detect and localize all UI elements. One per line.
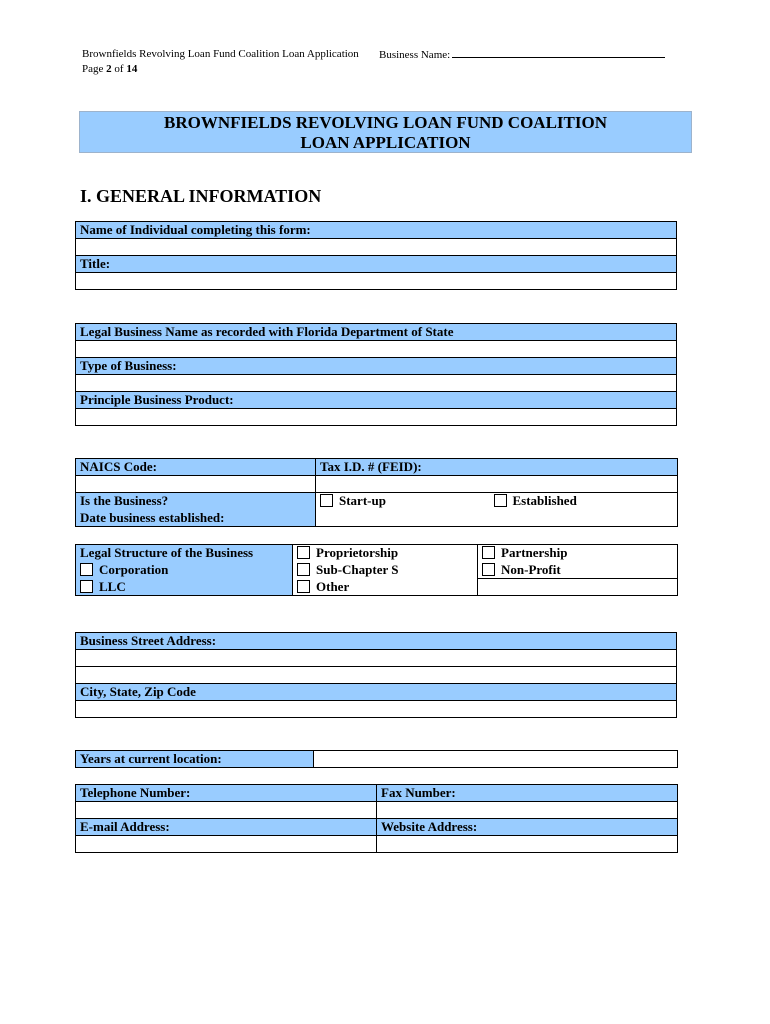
street-address-field-1[interactable] <box>76 650 677 667</box>
naics-table <box>75 458 678 527</box>
legal-name-field[interactable] <box>76 341 677 358</box>
banner-line1: BROWNFIELDS REVOLVING LOAN FUND COALITION <box>164 113 607 132</box>
business-name-line[interactable] <box>452 47 665 58</box>
tax-id-field[interactable] <box>316 476 678 493</box>
principle-product-field[interactable] <box>76 409 677 426</box>
title-banner <box>79 111 692 153</box>
email-field[interactable] <box>76 836 377 853</box>
subchapter-s-checkbox[interactable] <box>297 563 310 576</box>
naics-label: NAICS Code: <box>76 459 316 476</box>
llc-label: LLC <box>99 578 126 594</box>
address-table <box>75 632 677 718</box>
date-established-field[interactable] <box>316 510 678 527</box>
page-number: 2 <box>106 63 112 75</box>
legal-structure-table <box>75 544 678 596</box>
years-table <box>75 750 678 768</box>
page-header <box>82 47 451 77</box>
corporation-checkbox[interactable] <box>80 563 93 576</box>
street-address-field-2[interactable] <box>76 667 677 684</box>
date-established-label: Date business established: <box>76 510 316 527</box>
fax-label: Fax Number: <box>377 785 678 802</box>
llc-checkbox[interactable] <box>80 580 93 593</box>
name-individual-label: Name of Individual completing this form: <box>76 222 677 239</box>
non-profit-label: Non-Profit <box>501 561 561 577</box>
is-business-label: Is the Business? <box>76 493 316 510</box>
legal-structure-label: Legal Structure of the Business <box>76 545 293 562</box>
other-checkbox[interactable] <box>297 580 310 593</box>
telephone-label: Telephone Number: <box>76 785 377 802</box>
website-label: Website Address: <box>377 819 678 836</box>
years-location-field[interactable] <box>314 751 678 768</box>
business-name-label: Business Name: <box>379 49 451 61</box>
principle-product-label: Principle Business Product: <box>76 392 677 409</box>
email-label: E-mail Address: <box>76 819 377 836</box>
startup-checkbox[interactable] <box>320 494 333 507</box>
years-location-label: Years at current location: <box>76 751 314 768</box>
llc-option[interactable] <box>76 579 293 596</box>
title-field[interactable] <box>76 273 677 290</box>
contact-table <box>75 784 678 853</box>
naics-field[interactable] <box>76 476 316 493</box>
individual-table <box>75 221 677 290</box>
corporation-option[interactable] <box>76 562 293 579</box>
startup-label: Start-up <box>339 493 386 508</box>
other-label: Other <box>316 578 350 594</box>
city-state-zip-label: City, State, Zip Code <box>76 684 677 701</box>
fax-field[interactable] <box>377 802 678 819</box>
subchapter-s-label: Sub-Chapter S <box>316 561 399 577</box>
tax-id-label: Tax I.D. # (FEID): <box>316 459 678 476</box>
other-option[interactable] <box>293 579 478 596</box>
business-table <box>75 323 677 426</box>
page-total: 14 <box>126 63 138 75</box>
proprietorship-option[interactable] <box>293 545 478 562</box>
subchapter-s-option[interactable] <box>293 562 478 579</box>
page-prefix: Page <box>82 63 104 75</box>
street-address-label: Business Street Address: <box>76 633 677 650</box>
corporation-label: Corporation <box>99 561 169 577</box>
section-title: I. GENERAL INFORMATION <box>80 186 322 206</box>
partnership-checkbox[interactable] <box>482 546 495 559</box>
empty-cell <box>478 579 678 596</box>
non-profit-checkbox[interactable] <box>482 563 495 576</box>
established-checkbox[interactable] <box>494 494 507 507</box>
partnership-option[interactable] <box>478 545 678 562</box>
name-individual-field[interactable] <box>76 239 677 256</box>
established-option[interactable] <box>490 493 678 510</box>
type-business-label: Type of Business: <box>76 358 677 375</box>
business-name-header <box>379 47 665 63</box>
city-state-zip-field[interactable] <box>76 701 677 718</box>
telephone-field[interactable] <box>76 802 377 819</box>
proprietorship-checkbox[interactable] <box>297 546 310 559</box>
established-label: Established <box>512 493 577 508</box>
legal-name-label: Legal Business Name as recorded with Florida Department of State <box>76 324 677 341</box>
website-field[interactable] <box>377 836 678 853</box>
non-profit-option[interactable] <box>478 562 678 579</box>
partnership-label: Partnership <box>501 545 568 560</box>
title-label: Title: <box>76 256 677 273</box>
page-of: of <box>114 63 124 75</box>
type-business-field[interactable] <box>76 375 677 392</box>
startup-option[interactable] <box>316 493 490 510</box>
banner-line2: LOAN APPLICATION <box>300 133 471 152</box>
proprietorship-label: Proprietorship <box>316 545 399 560</box>
doc-title: Brownfields Revolving Loan Fund Coalition Loan Application <box>82 48 359 60</box>
